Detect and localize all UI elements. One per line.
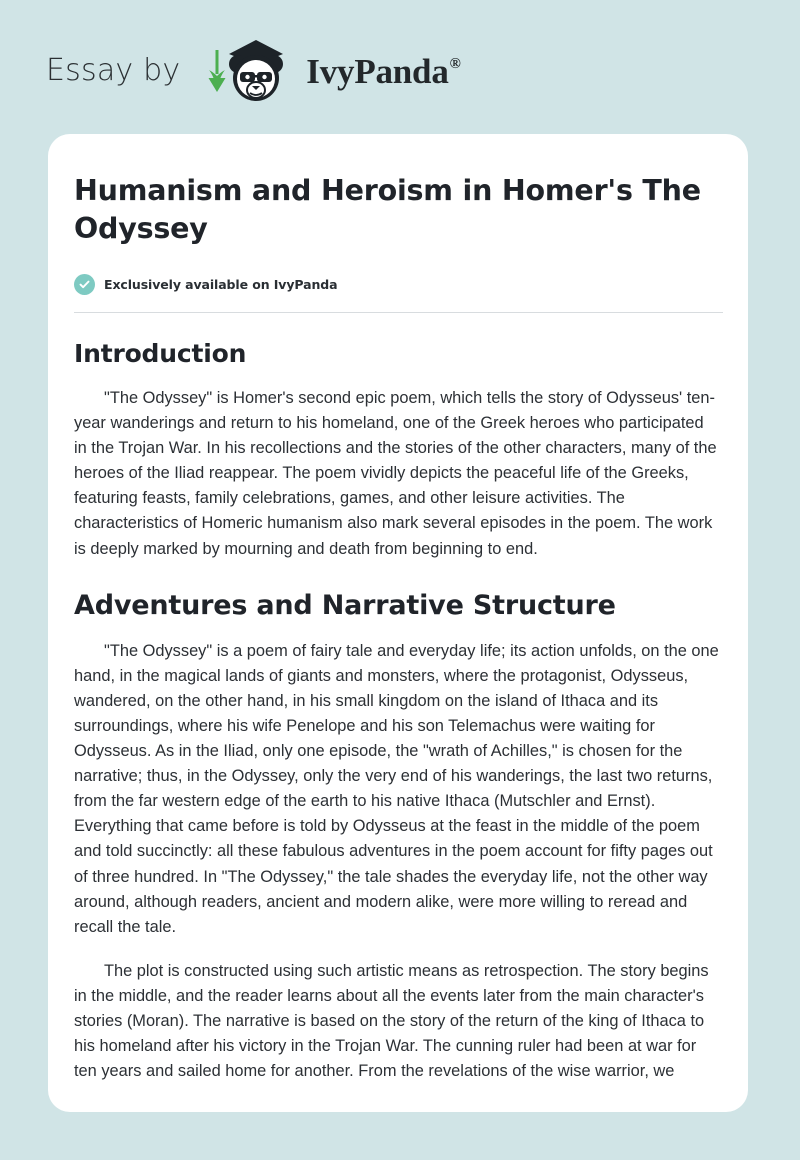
status-badge [74, 274, 722, 295]
paragraph: "The Odyssey" is a poem of fairy tale and everyday life; its action unfolds, on the one hand, in the magical lands of giants and monsters, where the protagonist, Odysseus, wandered, on the other hand, in his small kingdom on the island of Ithaca and its surroundings, where his wife Penelope and his son Telemachus were waiting for Odysseus. As in the Iliad, only one episode, the "wrath of Achilles," is chosen for the narrative; thus, in the Odyssey, only the very end of his wanderings, the last two returns, from the far western edge of the earth to his native Ithaca (Mutschler and Ernst). Everything that came before is told by Odysseus at the feast in the middle of the poem and told succinctly: all these fabulous adventures in the poem account for fifty pages out of three hundred. In "The Odyssey," the tale shades the everyday life, not the other way around, although readers, ancient and modern alike, were more willing to reread and recall the tale. [74, 641, 719, 936]
paragraph: "The Odyssey" is Homer's second epic poem, which tells the story of Odysseus' ten-year wanderings and return to his homeland, one of the Greek heroes who participated in the Trojan War. In his recollections and the stories of the other characters, many of the heroes of the Iliad reappear. The poem vividly depicts the peaceful life of the Greeks, featuring feasts, family celebrations, games, and other leisure activities. The characteristics of Homeric humanism also mark several episodes in the poem. The work is deeply marked by mourning and death from beginning to end. [74, 389, 717, 558]
registered-trademark-icon: ® [449, 56, 461, 73]
page-title: Humanism and Heroism in Homer's The Odyssey [74, 174, 701, 245]
paragraph: The plot is constructed using such artistic means as retrospection. The story begins in the middle, and the reader learns about all the events later from the main character's stories (Moran). The narrative is based on the story of the return of the king of Ithaca to his homeland after his victory in the Trojan War. The cunning ruler had been at war for ten years and sailed home for another. From the revelations of the wise warrior, we [74, 961, 709, 1081]
section-heading-adventures-and-narrative-structure: Adventures and Narrative Structure [74, 589, 616, 621]
ivypanda-logo[interactable] [198, 34, 459, 106]
brand-wordmark [306, 52, 459, 92]
header-divider [74, 312, 723, 313]
brand-header [46, 34, 460, 106]
check-circle-icon [74, 274, 95, 295]
essay-card-content [48, 134, 748, 1084]
section-heading-introduction: Introduction [74, 339, 247, 368]
panda-graduate-icon [198, 34, 302, 106]
essay-by-label: Essay by [46, 52, 181, 88]
brand-name-text: IvyPanda [306, 52, 449, 91]
exclusive-availability-label: Exclusively available on IvyPanda [104, 277, 338, 292]
essay-card [48, 134, 748, 1112]
